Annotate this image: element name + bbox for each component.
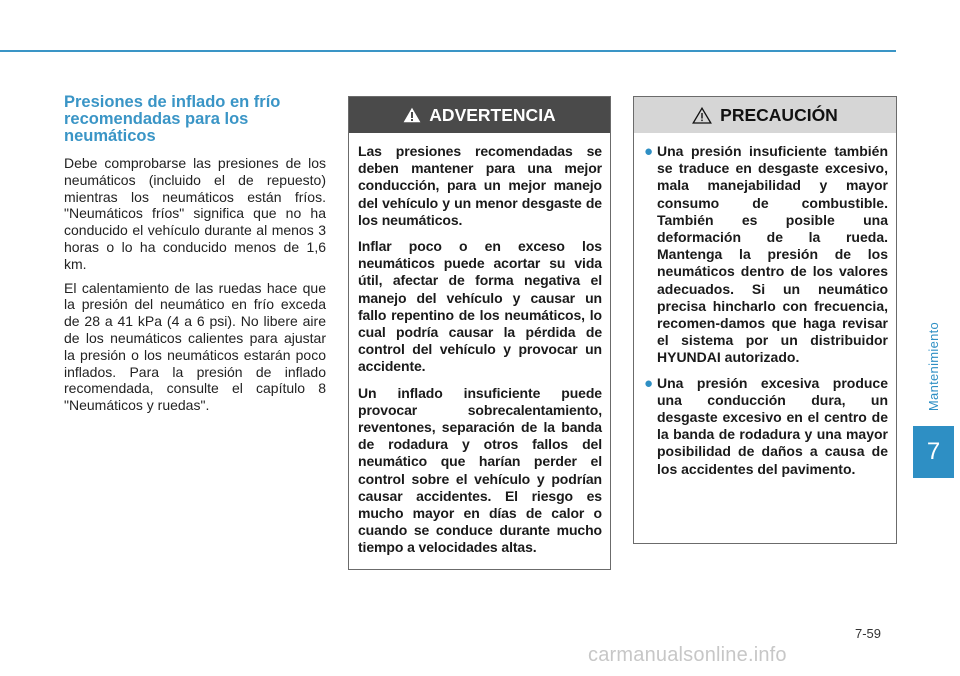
page-number: 7-59 xyxy=(855,626,882,641)
warning-paragraph: Un inflado insuficiente puede provocar sobrecalentamiento, reventones, separación de la banda de rodadura y otros fallos del neumático que harían perder el control sobre el vehículo y podrían causar accidentes. El riesgo es mucho mayor en días de calor o cuando se conduce durante mucho tiempo a velocidades altas. xyxy=(358,384,602,556)
chapter-name: Mantenimiento xyxy=(926,321,942,411)
header-rule xyxy=(0,50,896,52)
warning-triangle-icon xyxy=(403,107,421,123)
bullet-dot-icon: ● xyxy=(644,374,654,392)
warning-paragraph: Inflar poco o en exceso los neumáticos puede acortar su vida útil, afectar de forma negativa el manejo del vehículo y causar un fallo repentino de los neumáticos, lo cual podría causar la pérdida de control del vehículo y provocar un accidente. xyxy=(358,238,602,375)
caution-item xyxy=(643,143,888,367)
warning-header xyxy=(349,97,610,133)
caution-item xyxy=(643,375,888,478)
caution-box xyxy=(633,96,897,544)
warning-title: ADVERTENCIA xyxy=(429,104,556,125)
caution-item-text: Una presión insuficiente también se traduce en desgaste excesivo, mala manejabilidad y mayor consumo de combustible. También es posible una deformación de la rueda. Mantenga la presión de los neumáticos dentro de los valores adecuados. Si un neumático precisa hincharlo con frecuencia, recomen-damos que haga revisar el sistema por un distribuidor HYUNDAI autorizado. xyxy=(657,143,888,366)
section-title: Presiones de inflado en frío recomendadas para los neumáticos xyxy=(64,93,281,145)
section-paragraph: Debe comprobarse las presiones de los neumáticos (incluido el de repuesto) mientras los neumáticos están fríos. "Neumáticos fríos" significa que no ha conducido el vehículo durante al menos 3 horas o lo ha conducido menos de 1,6 km. xyxy=(64,155,326,272)
chapter-side-label xyxy=(924,310,944,422)
section-paragraph: El calentamiento de las ruedas hace que la presión del neumático en frío exceda de 28 a 41 kPa (4 a 6 psi). No libere aire de los neumáticos calientes para ajustar la presión o los neumáticos estarán poco inflados. Para la presión de inflado recomendada, consulte el capítulo 8 "Neumáticos y ruedas". xyxy=(64,279,326,414)
bullet-dot-icon: ● xyxy=(644,143,654,160)
section-body xyxy=(64,155,326,414)
caution-title: PRECAUCIÓN xyxy=(720,104,838,125)
warning-body xyxy=(349,133,610,574)
caution-list xyxy=(643,143,888,478)
caution-header xyxy=(634,97,896,133)
tire-pressure-section xyxy=(64,94,326,421)
warning-paragraph: Las presiones recomendadas se deben mantener para una mejor conducción, para un mejor manejo del vehículo y un menor desgaste de los neumáticos. xyxy=(358,143,602,228)
caution-item-text: Una presión excesiva produce una conducción dura, un desgaste excesivo en el centro de la banda de rodadura y una mayor posibilidad de daños a causa de los accidentes del pavimento. xyxy=(657,374,888,477)
chapter-number-tab xyxy=(913,426,954,478)
chapter-number: 7 xyxy=(926,438,941,465)
caution-body xyxy=(634,133,896,494)
caution-triangle-icon xyxy=(692,107,712,124)
watermark: carmanualsonline.info xyxy=(588,644,787,666)
warning-box xyxy=(348,96,611,570)
